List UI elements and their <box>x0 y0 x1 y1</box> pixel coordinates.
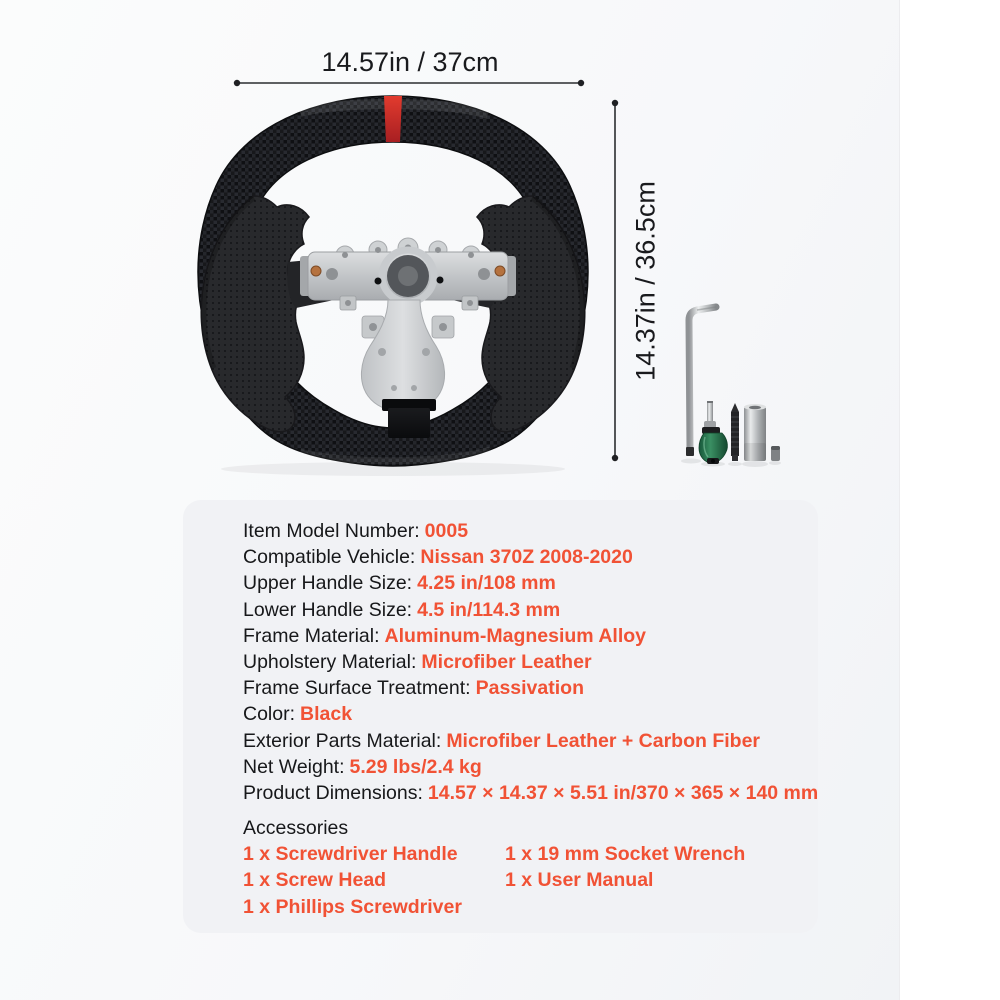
accessory-item: 1 x Screwdriver Handle <box>243 843 458 866</box>
height-dimension-label: 14.37in / 36.5cm <box>630 181 661 381</box>
socket-wrench <box>744 404 766 461</box>
phillips-screwdriver-bit <box>731 403 739 461</box>
accessory-item: 1 x 19 mm Socket Wrench <box>505 843 746 866</box>
width-line-left-dot <box>234 80 240 86</box>
metal-frame <box>300 238 516 412</box>
spec-row: Net Weight: 5.29 lbs/2.4 kg <box>243 755 482 778</box>
spec-panel <box>183 500 818 933</box>
spec-row: Upholstery Material: Microfiber Leather <box>243 651 592 674</box>
screw-head-bit <box>771 446 780 461</box>
spec-row: Exterior Parts Material: Microfiber Leather + Carbon Fiber <box>243 729 760 752</box>
bottom-center-box <box>382 399 436 438</box>
accessory-item: 1 x User Manual <box>505 869 654 892</box>
tools-illustration <box>681 307 781 467</box>
spec-row: Color: Black <box>243 703 353 726</box>
spec-row: Item Model Number: 0005 <box>243 520 469 542</box>
spec-row: Upper Handle Size: 4.25 in/108 mm <box>243 572 556 595</box>
accessory-item: 1 x Screw Head <box>243 869 387 892</box>
width-dimension-label: 14.57in / 37cm <box>321 47 499 77</box>
accessories-list <box>243 841 778 920</box>
width-line-right-dot <box>578 80 584 86</box>
height-line-top-dot <box>612 100 618 106</box>
spec-row: Lower Handle Size: 4.5 in/114.3 mm <box>243 598 561 621</box>
spec-row: Compatible Vehicle: Nissan 370Z 2008-2020 <box>243 546 633 569</box>
screwdriver-handle <box>699 401 727 464</box>
red-center-stripe <box>384 96 402 142</box>
accessory-item: 1 x Phillips Screwdriver <box>243 895 462 918</box>
height-line-bottom-dot <box>612 455 618 461</box>
spec-row: Frame Material: Aluminum-Magnesium Alloy <box>243 624 646 647</box>
spec-row: Frame Surface Treatment: Passivation <box>243 677 584 700</box>
copper-bolt-left <box>311 266 321 276</box>
accessories-title: Accessories <box>243 817 349 840</box>
copper-bolt-right <box>495 266 505 276</box>
spec-row: Product Dimensions: 14.57 × 14.37 × 5.51 in/370 × 365 × 140 mm <box>243 782 819 805</box>
